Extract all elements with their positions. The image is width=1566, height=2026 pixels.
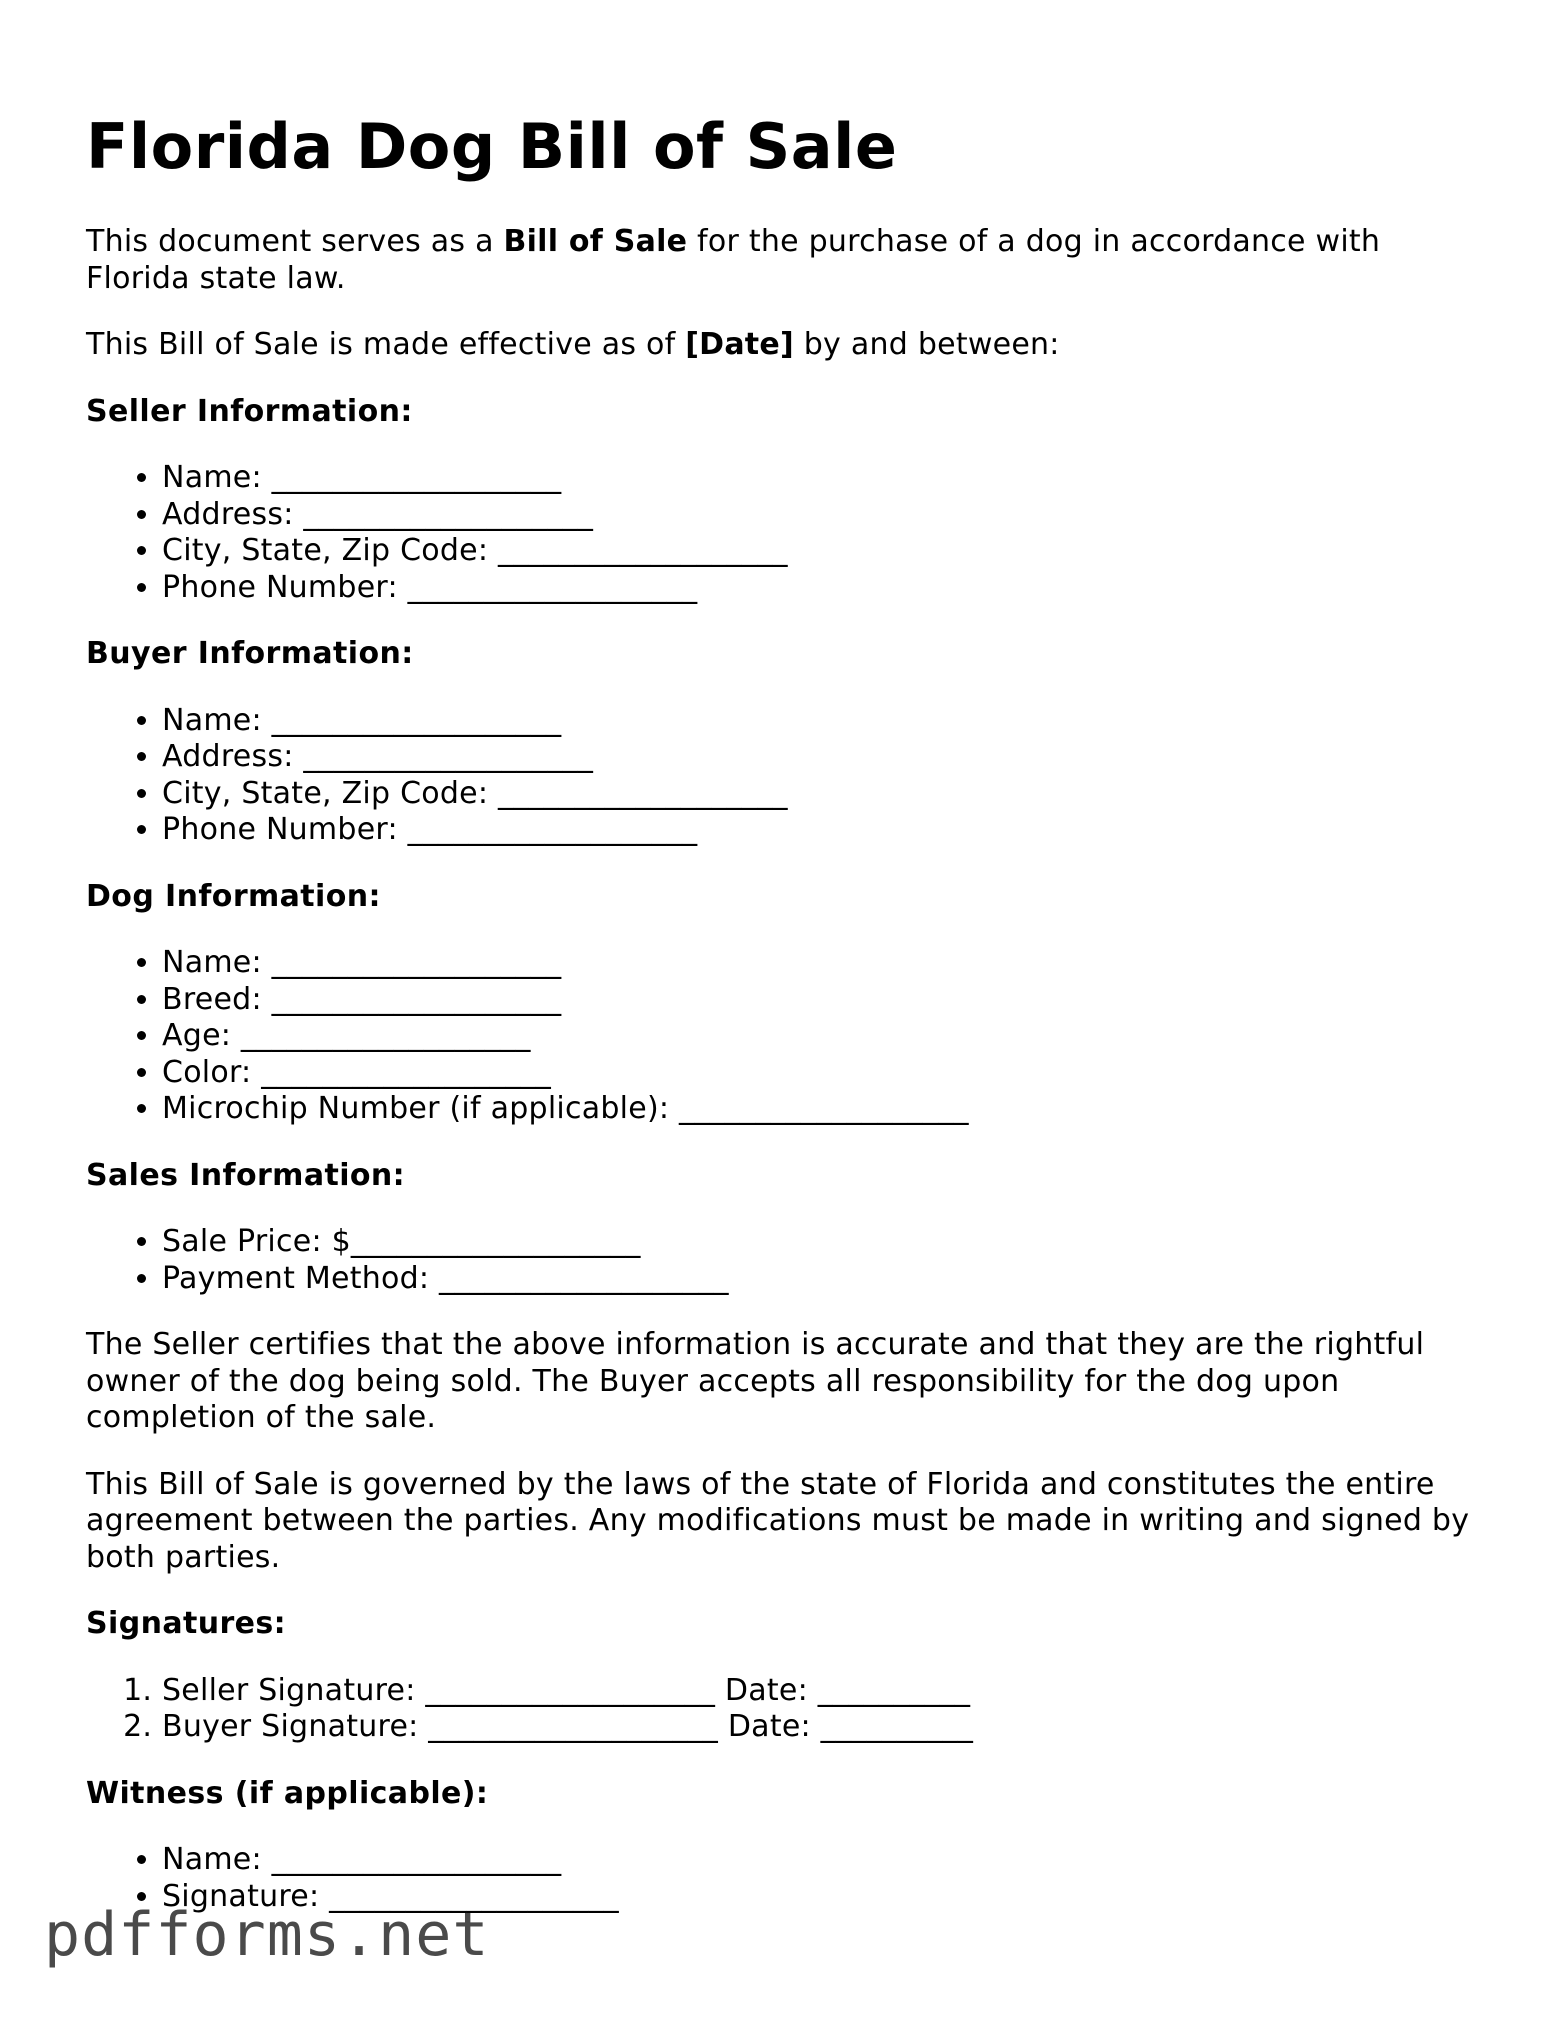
dog-list <box>86 945 1486 1128</box>
effective-text-before: This Bill of Sale is made effective as of <box>86 327 686 362</box>
seller-name-field[interactable]: • Name: ___________________ <box>162 460 1486 497</box>
intro-text-before: This document serves as a <box>86 224 504 259</box>
buyer-phone-field[interactable]: • Phone Number: ___________________ <box>162 812 1486 849</box>
buyer-city-state-zip-field[interactable]: • City, State, Zip Code: ___________________ <box>162 776 1486 813</box>
governing-law-paragraph: This Bill of Sale is governed by the laws of the state of Florida and constitutes the entire agreement between the parties. Any modifications must be made in writing and signed by both parties. <box>86 1466 1470 1575</box>
effective-paragraph <box>86 327 1486 364</box>
signatures-list <box>86 1673 1486 1746</box>
certification-paragraph: The Seller certifies that the above information is accurate and that they are the rightful owner of the dog being sold. The Buyer accepts all responsibility for the dog upon completion of the sale. <box>86 1327 1425 1435</box>
payment-method-field[interactable]: • Payment Method: ___________________ <box>162 1261 1486 1298</box>
dog-age-field[interactable]: • Age: ___________________ <box>162 1018 1486 1055</box>
buyer-list <box>86 703 1486 849</box>
dog-heading: Dog Information: <box>86 878 381 914</box>
witness-signature-field[interactable]: • Signature: ___________________ <box>162 1879 1486 1916</box>
intro-bold-term: Bill of Sale <box>503 224 688 259</box>
witness-name-field[interactable]: • Name: ___________________ <box>162 1842 1486 1879</box>
witness-heading: Witness (if applicable): <box>86 1775 489 1811</box>
dog-breed-field[interactable]: • Breed: ___________________ <box>162 982 1486 1019</box>
document-title: Florida Dog Bill of Sale <box>86 110 898 183</box>
sale-price-field[interactable]: • Sale Price: $___________________ <box>162 1224 1486 1261</box>
seller-heading: Seller Information: <box>86 393 413 429</box>
seller-phone-field[interactable]: • Phone Number: ___________________ <box>162 570 1486 607</box>
signatures-heading: Signatures: <box>86 1606 287 1641</box>
seller-signature-field[interactable]: 1. Seller Signature: ___________________ Date: __________ <box>162 1673 1486 1710</box>
buyer-heading: Buyer Information: <box>86 636 414 671</box>
effective-text-after: by and between: <box>793 327 1060 362</box>
buyer-address-field[interactable]: • Address: ___________________ <box>162 739 1486 776</box>
intro-paragraph <box>86 224 1486 297</box>
seller-list <box>86 460 1486 606</box>
intro-text-after: for the purchase of a dog in accordance with Florida state law. <box>86 224 1381 296</box>
dog-microchip-field[interactable]: • Microchip Number (if applicable): ___________________ <box>162 1091 1486 1128</box>
sales-heading: Sales Information: <box>86 1157 406 1193</box>
dog-name-field[interactable]: • Name: ___________________ <box>162 945 1486 982</box>
effective-date-placeholder: [Date] <box>685 327 794 362</box>
seller-city-state-zip-field[interactable]: • City, State, Zip Code: ___________________ <box>162 533 1486 570</box>
sales-list <box>86 1224 1486 1297</box>
buyer-name-field[interactable]: • Name: ___________________ <box>162 703 1486 740</box>
dog-color-field[interactable]: • Color: ___________________ <box>162 1055 1486 1092</box>
buyer-signature-field[interactable]: 2. Buyer Signature: ___________________ Date: __________ <box>162 1709 1486 1746</box>
document-page <box>86 108 1486 1945</box>
seller-address-field[interactable]: • Address: ___________________ <box>162 497 1486 534</box>
watermark-logo: pdfforms.net <box>44 1900 490 1970</box>
